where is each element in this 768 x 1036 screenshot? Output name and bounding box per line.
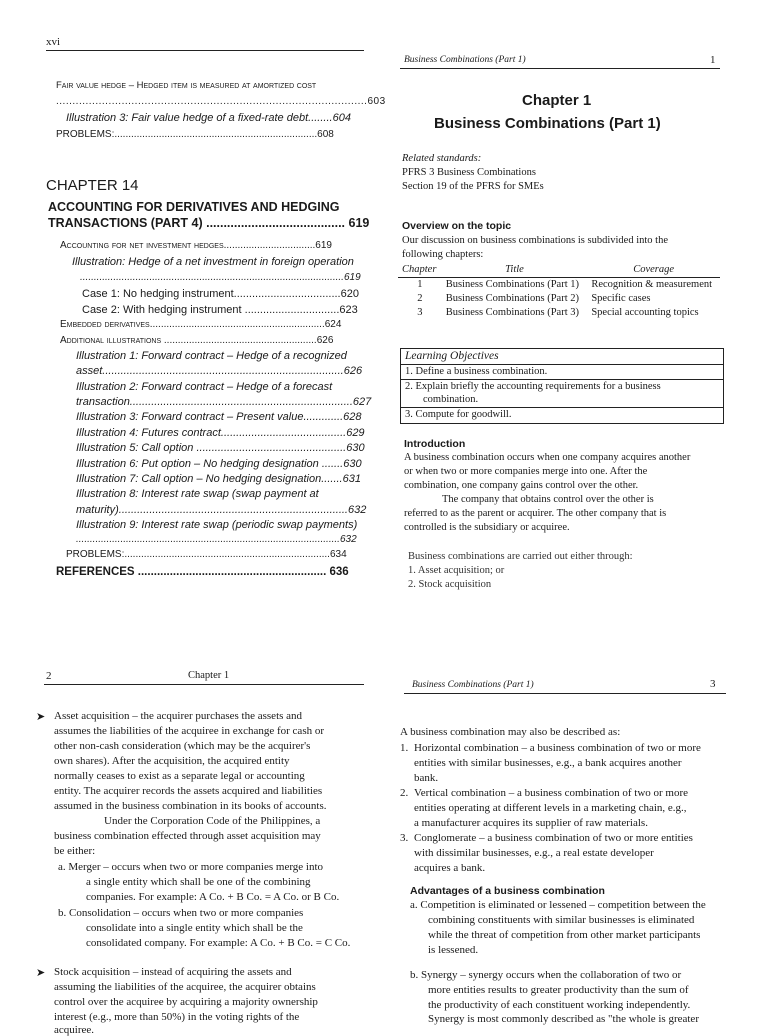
running-head: Chapter 1 bbox=[188, 670, 230, 681]
section-heading: Overview on the topic bbox=[402, 220, 512, 232]
page-2 bbox=[0, 640, 384, 1036]
toc-entry: Illustration 1: Forward contract – Hedge of a recognized bbox=[76, 350, 347, 362]
list-item: with dissimilar businesses, e.g., a real estate developer bbox=[414, 847, 654, 859]
learning-objectives-heading: Learning Objectives bbox=[405, 350, 499, 362]
list-item: a. Competition is eliminated or lessened – competition between the bbox=[410, 899, 706, 911]
paragraph-line: own shares). After the acquisition, the acquired entity bbox=[54, 755, 290, 767]
objective-item: 2. Explain briefly the accounting requirements for a business bbox=[405, 381, 661, 392]
objective-item: combination. bbox=[423, 394, 479, 405]
list-number: 1. bbox=[400, 742, 409, 754]
table-cell: Specific cases bbox=[591, 293, 651, 304]
list-item: a single entity which shall be one of the combining bbox=[86, 876, 311, 888]
list-item: a. Merger – occurs when two or more companies merge into bbox=[58, 861, 324, 873]
page-number: 3 bbox=[710, 678, 716, 690]
list-item: combining constituents with similar businesses is eliminated bbox=[428, 914, 695, 926]
list-number: 3. bbox=[400, 832, 409, 844]
paragraph-line: normally ceases to exist as a separate legal or accounting bbox=[54, 770, 305, 782]
paragraph-line: Business combinations are carried out either through: bbox=[408, 551, 633, 562]
table-header-row bbox=[398, 263, 720, 278]
list-item: 2. Stock acquisition bbox=[408, 579, 492, 590]
references-entry: REFERENCES ........................................................... 636 bbox=[56, 566, 349, 578]
table-header: Chapter bbox=[398, 263, 442, 278]
list-item: more entities results to greater productivity than the sum of bbox=[428, 984, 689, 996]
page-xvi bbox=[0, 0, 384, 640]
paragraph-line: or when two or more companies merge into one. After the bbox=[404, 466, 648, 477]
chapter-title: ACCOUNTING FOR DERIVATIVES AND HEDGING bbox=[48, 200, 340, 214]
paragraph-line: be either: bbox=[54, 845, 96, 857]
related-standard: Section 19 of the PFRS for SMEs bbox=[402, 181, 544, 192]
toc-entry: Illustration 3: Forward contract – Present value.............628 bbox=[76, 411, 362, 423]
learning-objectives-box bbox=[400, 348, 724, 424]
list-item: while the threat of competition from other market participants bbox=[428, 929, 701, 941]
section-heading: Introduction bbox=[404, 438, 466, 450]
bullet-arrow-icon: ➤ bbox=[36, 711, 46, 723]
toc-entry: ...............................................................................................619 bbox=[80, 272, 361, 283]
toc-entry: Illustration 3: Fair value hedge of a fixed-rate debt........604 bbox=[66, 112, 351, 124]
objective-item: 1. Define a business combination. bbox=[405, 366, 548, 377]
toc-entry: Accounting for net investment hedges.................................619 bbox=[60, 240, 332, 251]
page-title: Business Combinations (Part 1) bbox=[434, 115, 661, 132]
toc-entry: Fair value hedge – Hedged item is measured at amortized cost bbox=[56, 80, 317, 91]
toc-entry: Illustration 2: Forward contract – Hedge of a forecast bbox=[76, 381, 333, 393]
paragraph-line: Under the Corporation Code of the Philippines, a bbox=[104, 815, 321, 827]
related-label: Related standards: bbox=[402, 153, 482, 164]
toc-entry: Illustration 5: Call option .................................................630 bbox=[76, 442, 365, 454]
paragraph-line: assumes the liabilities of the acquiree in exchange for cash or bbox=[54, 725, 325, 737]
toc-entry: maturity)...........................................................................632 bbox=[76, 504, 367, 516]
toc-entry: Illustration 4: Futures contract.........................................629 bbox=[76, 427, 365, 439]
list-item: entities operating at different levels in a marketing chain, e.g., bbox=[414, 802, 687, 814]
toc-entry: Illustration: Hedge of a net investment in foreign operation bbox=[72, 256, 354, 268]
toc-entry: Illustration 6: Put option – No hedging designation .......630 bbox=[76, 458, 362, 470]
table-row bbox=[398, 306, 720, 320]
paragraph-line: assumed in the business combination in its books of accounts. bbox=[54, 800, 327, 812]
list-item: the productivity of each constituent working independently. bbox=[428, 999, 691, 1011]
table-cell: 3 bbox=[417, 307, 423, 318]
list-item: 1. Asset acquisition; or bbox=[408, 565, 505, 576]
list-item: b. Synergy – synergy occurs when the collaboration of two or bbox=[410, 969, 682, 981]
toc-entry: Illustration 8: Interest rate swap (swap payment at bbox=[76, 488, 319, 500]
list-item: a manufacturer acquires its supplier of raw materials. bbox=[414, 817, 648, 829]
list-item: Conglomerate – a business combination of two or more entities bbox=[414, 832, 693, 844]
toc-entry: Embedded derivatives...............................................................624 bbox=[60, 319, 342, 330]
table-cell: Recognition & measurement bbox=[591, 279, 713, 290]
paragraph-line: business combination effected through asset acquisition may bbox=[54, 830, 321, 842]
paragraph-line: A business combination may also be described as: bbox=[400, 726, 621, 738]
list-item: Vertical combination – a business combination of two or more bbox=[414, 787, 689, 799]
related-standard: PFRS 3 Business Combinations bbox=[402, 167, 536, 178]
page-3 bbox=[384, 640, 768, 1024]
toc-entry: transaction.........................................................................627 bbox=[76, 396, 372, 408]
toc-entry: ...............................................................................................603 bbox=[56, 96, 386, 107]
table-header: Title bbox=[442, 263, 588, 278]
header-rule bbox=[404, 693, 726, 694]
paragraph-line: A business combination occurs when one company acquires another bbox=[404, 452, 691, 463]
table-cell: 2 bbox=[417, 293, 423, 304]
table-cell: 1 bbox=[417, 279, 423, 290]
table-cell: Special accounting topics bbox=[591, 307, 699, 318]
chapters-table bbox=[398, 263, 720, 320]
paragraph-line: interest (e.g., more than 50%) in the voting rights of the bbox=[54, 1011, 300, 1023]
box-divider bbox=[401, 364, 723, 365]
list-item: bank. bbox=[414, 772, 439, 784]
paragraph-line: combination, one company gains control over the other. bbox=[404, 480, 639, 491]
paragraph-line: Stock acquisition – instead of acquiring the assets and bbox=[54, 966, 292, 978]
paragraph-line: controlled is the subsidiary or acquiree. bbox=[404, 522, 570, 533]
chapter-heading: Chapter 1 bbox=[522, 92, 592, 109]
paragraph-line: The company that obtains control over the other is bbox=[442, 494, 654, 505]
paragraph-line: assuming the liabilities of the acquiree, the acquirer obtains bbox=[54, 981, 316, 993]
running-head: Business Combinations (Part 1) bbox=[404, 55, 526, 65]
list-item: acquires a bank. bbox=[414, 862, 486, 874]
bullet-arrow-icon: ➤ bbox=[36, 967, 46, 979]
toc-entry: Case 2: With hedging instrument ...............................623 bbox=[82, 304, 358, 316]
toc-entry: Illustration 9: Interest rate swap (periodic swap payments) bbox=[76, 519, 358, 531]
page-number: 2 bbox=[46, 670, 52, 682]
header-rule bbox=[400, 68, 720, 69]
list-item: Synergy is most commonly described as "the whole is greater bbox=[428, 1013, 699, 1025]
section-heading: Advantages of a business combination bbox=[410, 885, 605, 897]
table-row bbox=[398, 292, 720, 306]
toc-entry: asset...............................................................................626 bbox=[76, 365, 363, 377]
toc-entry: PROBLEMS:.........................................................................608 bbox=[56, 129, 334, 140]
list-item: consolidate into a single entity which shall be the bbox=[86, 922, 303, 934]
list-item: is lessened. bbox=[428, 944, 479, 956]
header-rule bbox=[44, 684, 364, 685]
list-item: consolidated company. For example: A Co. + B Co. = C Co. bbox=[86, 937, 351, 949]
page-1 bbox=[384, 0, 768, 640]
header-rule bbox=[46, 50, 364, 51]
list-number: 2. bbox=[400, 787, 409, 799]
chapter-label: CHAPTER 14 bbox=[46, 177, 139, 194]
paragraph-line: Asset acquisition – the acquirer purchases the assets and bbox=[54, 710, 303, 722]
paragraph-line: acquiree. bbox=[54, 1024, 94, 1036]
toc-entry: PROBLEMS:..........................................................................634 bbox=[66, 549, 347, 560]
paragraph-line: other non-cash consideration (which may be the acquirer's bbox=[54, 740, 311, 752]
paragraph-line: following chapters: bbox=[402, 249, 484, 260]
page-number: 1 bbox=[710, 54, 716, 66]
chapter-title: TRANSACTIONS (PART 4) ........................................ 619 bbox=[48, 216, 370, 230]
paragraph-line: Our discussion on business combinations is subdivided into the bbox=[402, 235, 668, 246]
toc-entry: ...............................................................................................632 bbox=[76, 534, 357, 545]
toc-entry: Case 1: No hedging instrument...................................620 bbox=[82, 288, 359, 300]
toc-entry: Illustration 7: Call option – No hedging designation.......631 bbox=[76, 473, 361, 485]
table-cell: Business Combinations (Part 2) bbox=[445, 293, 579, 304]
list-item: b. Consolidation – occurs when two or more companies bbox=[58, 907, 304, 919]
objective-item: 3. Compute for goodwill. bbox=[405, 409, 512, 420]
table-cell: Business Combinations (Part 1) bbox=[445, 279, 579, 290]
paragraph-line: control over the acquiree by acquiring a majority ownership bbox=[54, 996, 318, 1008]
page-number: xvi bbox=[46, 36, 61, 48]
table-header: Coverage bbox=[587, 263, 720, 278]
paragraph-line: entity. The acquirer records the assets acquired and liabilities bbox=[54, 785, 323, 797]
list-item: companies. For example: A Co. + B Co. = A Co. or B Co. bbox=[86, 891, 340, 903]
list-item: Horizontal combination – a business combination of two or more bbox=[414, 742, 701, 754]
box-divider bbox=[401, 407, 723, 408]
paragraph-line: referred to as the parent or acquirer. The other company that is bbox=[404, 508, 667, 519]
list-item: entities with similar businesses, e.g., a bank acquires another bbox=[414, 757, 682, 769]
toc-entry: Additional illustrations .......................................................626 bbox=[60, 335, 334, 346]
table-cell: Business Combinations (Part 3) bbox=[445, 307, 579, 318]
box-divider bbox=[401, 379, 723, 380]
running-head: Business Combinations (Part 1) bbox=[412, 680, 534, 690]
table-row bbox=[398, 278, 720, 293]
